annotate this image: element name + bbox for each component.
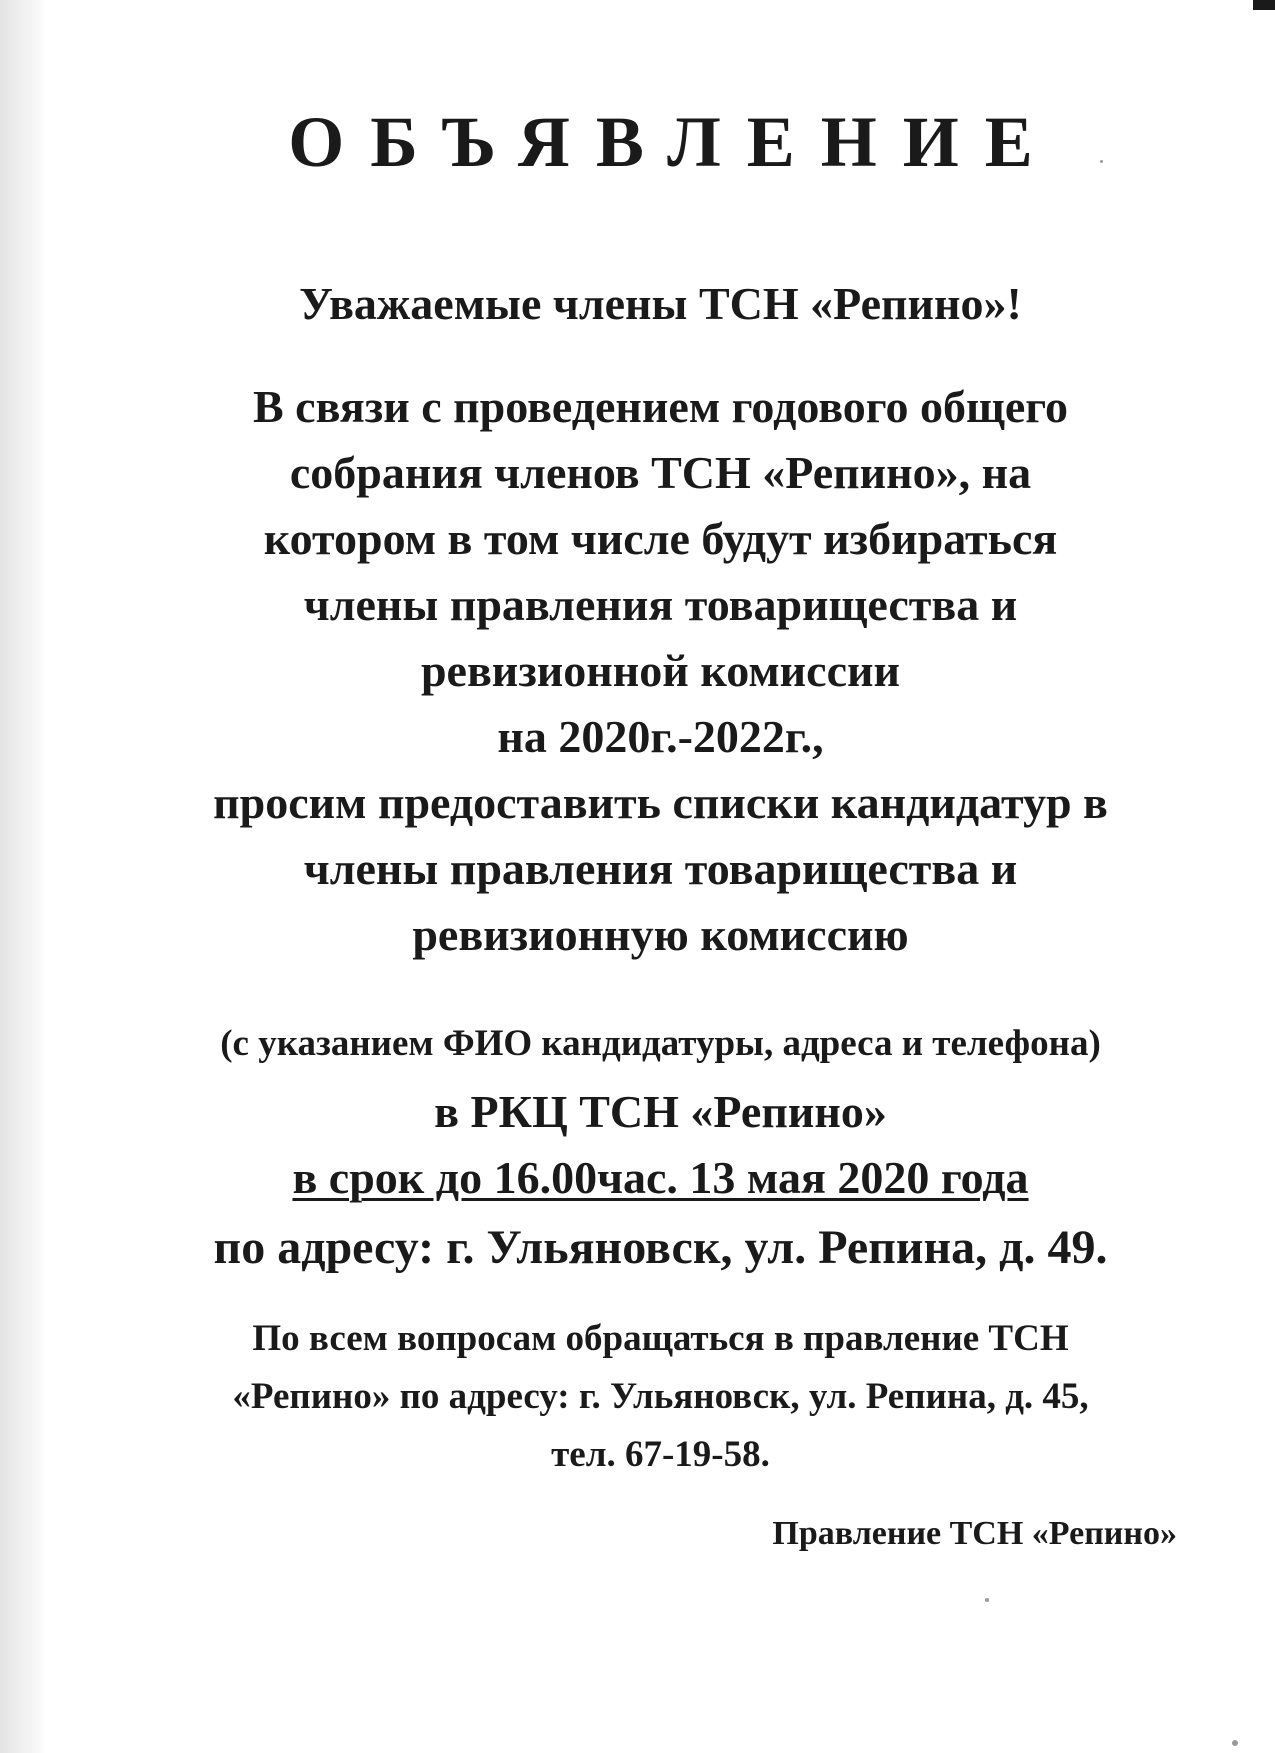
notice-place: в РКЦ ТСН «Репино» (434, 1086, 887, 1137)
notice-deadline (46, 1145, 1275, 1211)
notice-body-line: члены правления товарищества и (303, 579, 1018, 630)
notice-body-line: собрания членов ТСН «Репино», на (289, 447, 1032, 498)
notice-body-line: В связи с проведением годового общего (253, 381, 1068, 432)
notice-body-line: котором в том числе будут избираться (263, 513, 1058, 564)
notice-body-line: ревизионную комиссию (412, 909, 909, 960)
scan-left-edge-shadow (0, 0, 46, 1753)
notice-greeting: Уважаемые члены ТСН «Репино»! (299, 278, 1022, 329)
notice-body-line: просим предоставить списки кандидатур в (213, 777, 1108, 828)
notice-deadline-text: в срок до 16.00час. 13 мая 2020 года (292, 1152, 1029, 1203)
notice-contact-line: тел. 67-19-58. (551, 1434, 770, 1475)
notice-contact-line: По всем вопросам обращаться в правление ТСН (252, 1318, 1069, 1359)
notice-address: по адресу: г. Ульяновск, ул. Репина, д. 49. (213, 1221, 1108, 1274)
notice-title: ОБЪЯВЛЕНИЕ (288, 102, 1059, 182)
notice-body (46, 374, 1275, 968)
notice-contact-line: «Репино» по адресу: г. Ульяновск, ул. Репина, д. 45, (232, 1376, 1089, 1417)
notice-signature: Правление ТСН «Репино» (772, 1515, 1177, 1552)
notice-body-line: на 2020г.-2022г., (497, 711, 824, 762)
notice-note: (с указанием ФИО кандидатуры, адреса и телефона) (220, 1023, 1101, 1064)
notice-body-line: ревизионной комиссии (420, 645, 901, 696)
notice-document (46, 0, 1275, 1753)
notice-contact (46, 1310, 1275, 1484)
notice-body-line: члены правления товарищества и (303, 843, 1018, 894)
